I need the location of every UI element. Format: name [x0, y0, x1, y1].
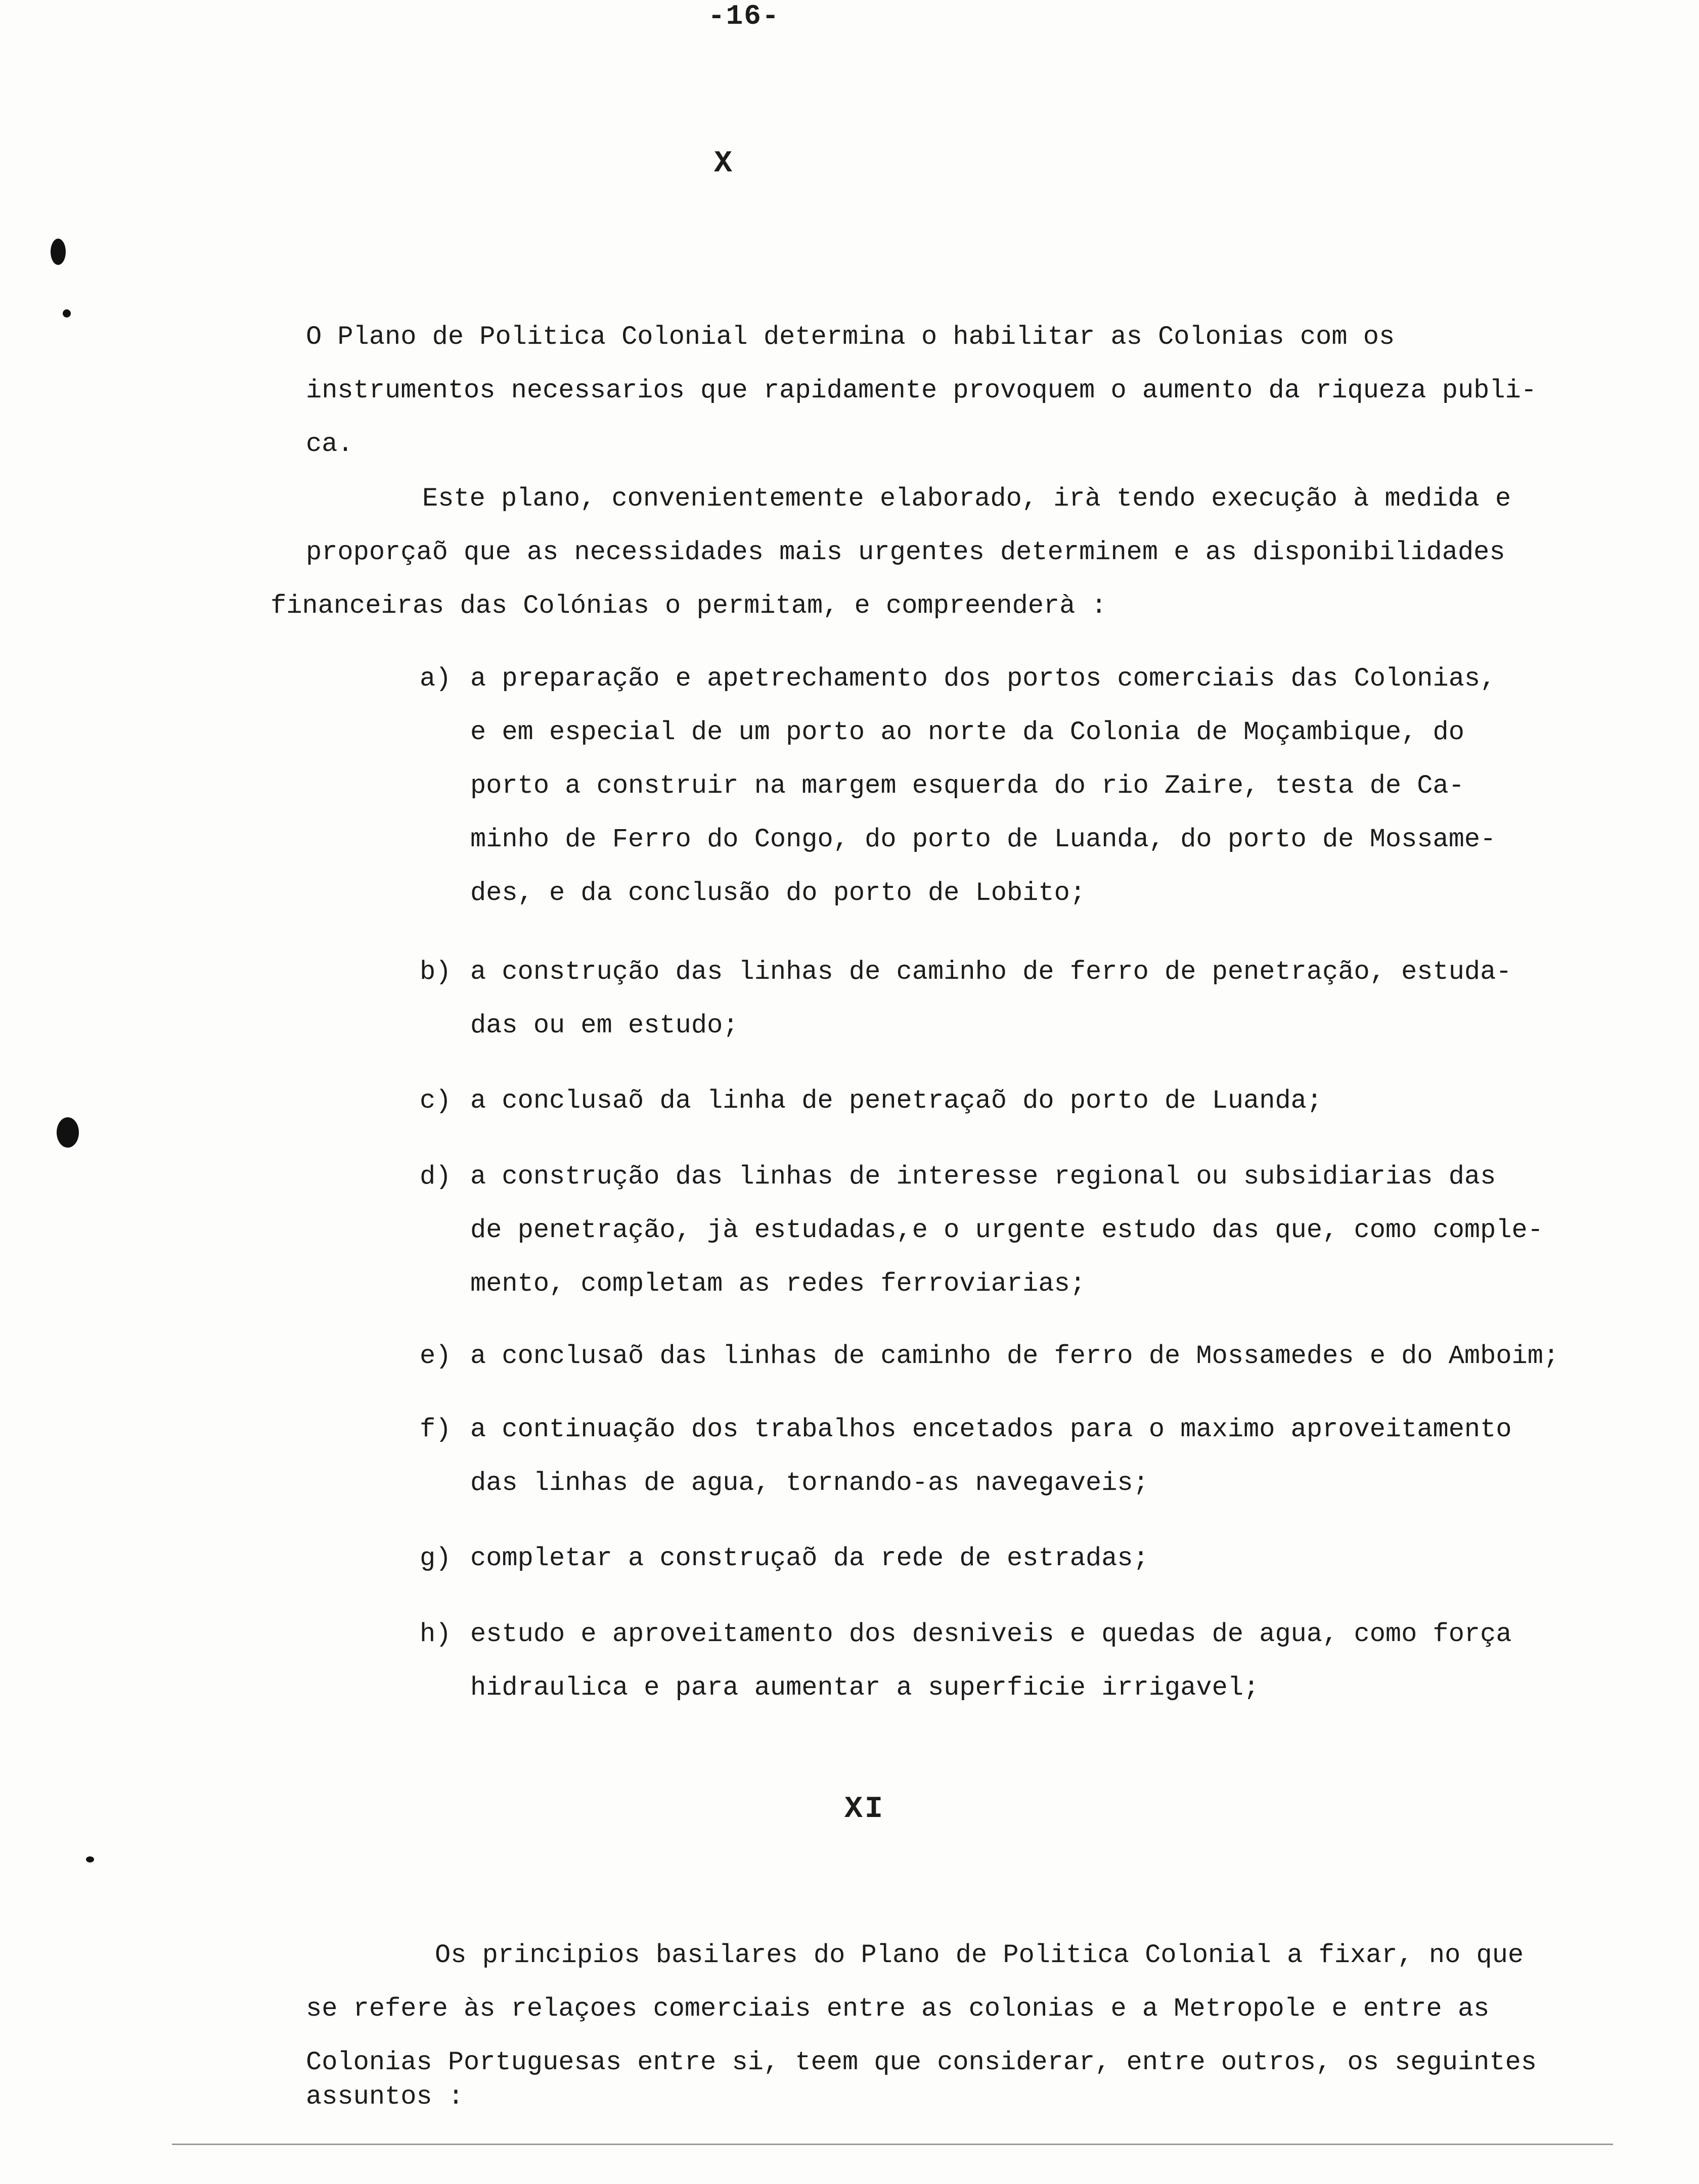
second-line-3: financeiras das Colónias o permitam, e compreenderà : — [271, 591, 1107, 621]
list-marker-f: f) — [420, 1415, 452, 1444]
section-xi-last-line — [306, 2070, 464, 2124]
intro-line-3: ca. — [306, 429, 353, 459]
xi-line-2: se refere às relaçoes comerciais entre as colonias e a Metropole e entre as — [306, 1994, 1490, 2024]
list-text-g: completar a construçaõ da rede de estradas; — [470, 1543, 1149, 1573]
list-text-f: a continuação dos trabalhos encetados para o maximo aproveitamento das linhas de agua, tornando-as navegaveis; — [470, 1415, 1512, 1498]
section-x-second-paragraph — [422, 472, 1511, 526]
intro-line-2: instrumentos necessarios que rapidamente provoquem o aumento da riqueza publi- — [306, 376, 1537, 405]
bottom-rule — [172, 2144, 1613, 2145]
list-marker-c: c) — [420, 1086, 452, 1116]
section-x-second-continuation — [271, 526, 1505, 633]
list-marker-e: e) — [420, 1341, 452, 1371]
punch-hole-top — [51, 239, 66, 265]
page-number: -16- — [708, 0, 780, 32]
section-xi-continuation — [306, 1982, 1537, 2089]
list-text-e: a conclusaõ das linhas de caminho de ferro de Mossamedes e do Amboim; — [470, 1341, 1559, 1371]
list-marker-d: d) — [420, 1162, 452, 1192]
second-line-2: proporçaõ que as necessidades mais urgentes determinem e as disponibilidades — [306, 537, 1505, 567]
list-marker-b: b) — [420, 957, 452, 987]
list-marker-a: a) — [420, 664, 452, 694]
section-x-intro-continuation — [306, 364, 1537, 471]
margin-dot-lower — [86, 1856, 94, 1862]
punch-hole-middle — [57, 1117, 79, 1148]
section-heading-xi: XI — [844, 1792, 885, 1827]
list-marker-h: h) — [420, 1619, 452, 1649]
intro-line-1: O Plano de Politica Colonial determina o habilitar as Colonias com os — [306, 322, 1395, 352]
list-text-c: a conclusaõ da linha de penetraçaõ do porto de Luanda; — [470, 1086, 1323, 1116]
section-x-intro-paragraph — [306, 310, 1395, 364]
list-text-a: a preparação e apetrechamento dos portos comerciais das Colonias, e em especial de um porto ao norte da Colonia de Moçambique, do porto a construir na margem esquerda do rio Zaire, testa de Ca- minho de Ferro do Congo, do porto de Luanda, do porto de Mossame- des, e da conclusão do porto de Lobito; — [470, 664, 1496, 908]
list-marker-g: g) — [420, 1543, 452, 1573]
list-text-d: a construção das linhas de interesse regional ou subsidiarias das de penetração, jà estudadas,e o urgente estudo das que, como comple- mento, completam as redes ferroviarias; — [470, 1162, 1543, 1299]
list-text-h: estudo e aproveitamento dos desniveis e quedas de agua, como força hidraulica e para aumentar a superficie irrigavel; — [470, 1619, 1512, 1703]
margin-dot-top — [63, 309, 71, 317]
xi-line-3: Colonias Portuguesas entre si, teem que considerar, entre outros, os seguintes — [306, 2048, 1537, 2077]
second-line-1: Este plano, convenientemente elaborado, irà tendo execução à medida e — [422, 484, 1511, 514]
section-heading-x: X — [714, 147, 735, 181]
xi-line-4: assuntos : — [306, 2082, 464, 2112]
xi-line-1: Os principios basilares do Plano de Politica Colonial a fixar, no que — [435, 1940, 1524, 1970]
section-xi-paragraph — [435, 1929, 1524, 1982]
list-text-b: a construção das linhas de caminho de ferro de penetração, estuda- das ou em estudo; — [470, 957, 1512, 1040]
